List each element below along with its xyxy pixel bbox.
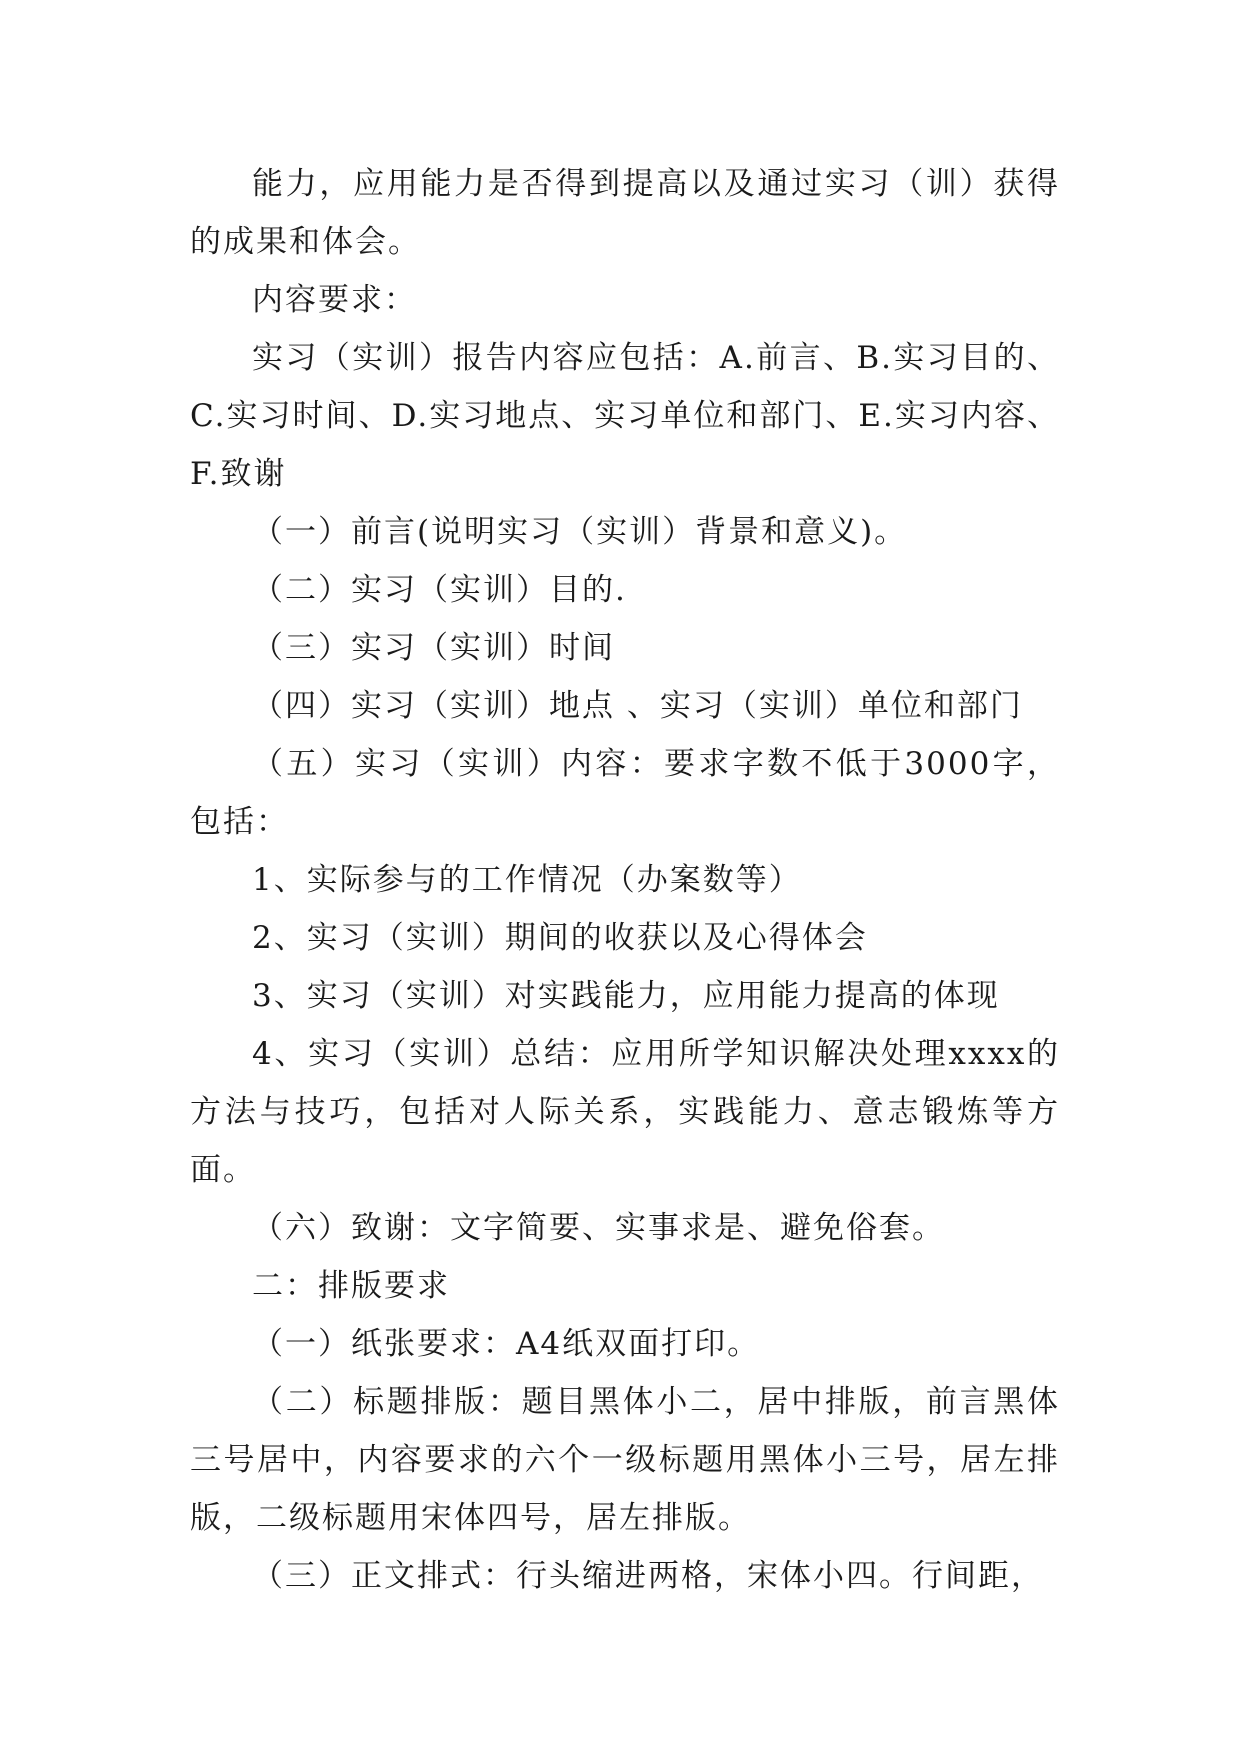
paragraph-ability-summary: 能力，应用能力是否得到提高以及通过实习（训）获得的成果和体会。 [190, 166, 1060, 260]
paragraph-layout-paper: （一）纸张要求：A4纸双面打印。 [252, 1326, 761, 1362]
document-body [190, 155, 1060, 1605]
paragraph-section-2-purpose: （二）实习（实训）目的. [252, 572, 627, 608]
paragraph-section-3-time: （三）实习（实训）时间 [252, 630, 615, 666]
paragraph-section-4-location: （四）实习（实训）地点 、实习（实训）单位和部门 [252, 688, 1023, 724]
paragraph-section-6-thanks: （六）致谢：文字简要、实事求是、避免俗套。 [252, 1210, 945, 1246]
paragraph-report-contents: 实习（实训）报告内容应包括：A.前言、B.实习目的、C.实习时间、D.实习地点、实习单位和部门、E.实习内容、F.致谢 [190, 340, 1060, 492]
paragraph-content-requirements-heading: 内容要求： [252, 282, 417, 318]
paragraph-layout-body: （三）正文排式：行头缩进两格，宋体小四。行间距， [252, 1558, 1044, 1594]
paragraph-layout-titles: （二）标题排版：题目黑体小二，居中排版，前言黑体三号居中，内容要求的六个一级标题用黑体小三号，居左排版，二级标题用宋体四号，居左排版。 [190, 1384, 1060, 1536]
list-item-4: 4、实习（实训）总结：应用所学知识解决处理xxxx的方法与技巧，包括对人际关系，实践能力、意志锻炼等方面。 [190, 1036, 1060, 1188]
paragraph-section-5-content: （五）实习（实训）内容：要求字数不低于3000字，包括： [190, 746, 1060, 840]
list-item-3: 3、实习（实训）对实践能力，应用能力提高的体现 [252, 978, 1000, 1014]
list-item-1: 1、实际参与的工作情况（办案数等） [252, 862, 802, 898]
paragraph-section-1-preface: （一）前言(说明实习（实训）背景和意义)。 [252, 514, 908, 550]
paragraph-layout-requirements-heading: 二：排版要求 [252, 1268, 450, 1304]
list-item-2: 2、实习（实训）期间的收获以及心得体会 [252, 920, 868, 956]
